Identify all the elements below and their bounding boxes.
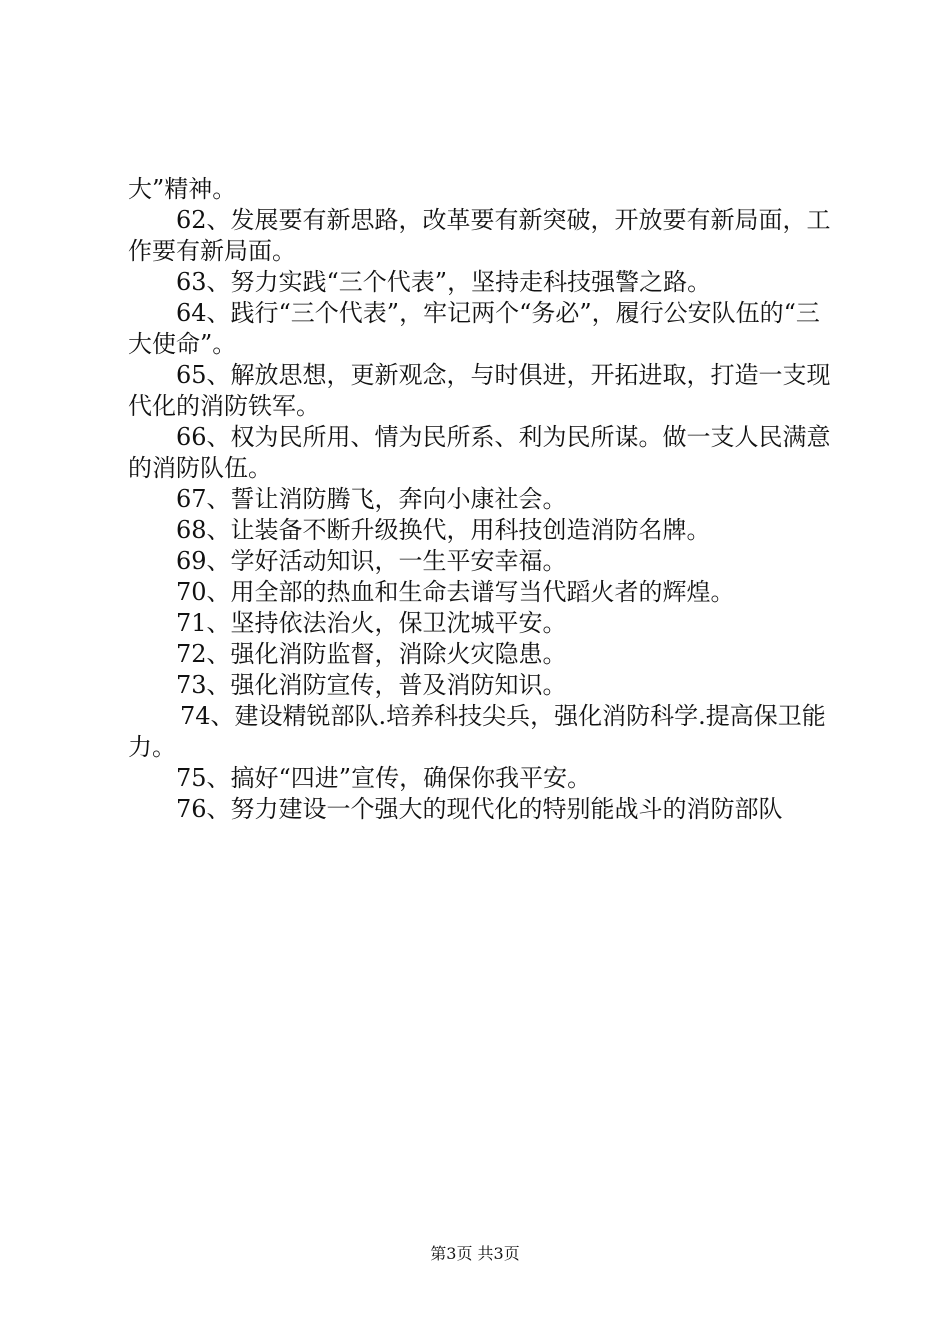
paragraph-64: 64、践行“三个代表”，牢记两个“务必”，履行公安队伍的“三大使命”。: [128, 299, 820, 358]
paragraph-62: 62、发展要有新思路，改革要有新突破，开放要有新局面，工作要有新局面。: [128, 206, 831, 265]
paragraph-74: 74、建设精锐部队.培养科技尖兵，强化消防科学.提高保卫能力。: [128, 702, 826, 761]
paragraph-69: 69、学好活动知识，一生平安幸福。: [176, 547, 567, 575]
page-footer: [0, 1242, 950, 1266]
paragraph-68: 68、让装备不断升级换代，用科技创造消防名牌。: [176, 516, 711, 544]
paragraph-71: 71、坚持依法治火，保卫沈城平安。: [176, 609, 567, 637]
paragraph-67: 67、誓让消防腾飞，奔向小康社会。: [176, 485, 567, 513]
paragraph-75: 75、搞好“四进”宣传，确保你我平安。: [176, 764, 592, 792]
paragraph-70: 70、用全部的热血和生命去谱写当代蹈火者的辉煌。: [176, 578, 735, 606]
paragraph-65: 65、解放思想，更新观念，与时俱进，开拓进取，打造一支现代化的消防铁军。: [128, 361, 831, 420]
paragraph-66: 66、权为民所用、情为民所系、利为民所谋。做一支人民满意的消防队伍。: [128, 423, 831, 482]
paragraph-72: 72、强化消防监督，消除火灾隐患。: [176, 640, 567, 668]
paragraph-63: 63、努力实践“三个代表”，坚持走科技强警之路。: [176, 268, 712, 296]
document-body: [128, 174, 840, 825]
page-number: 第3页 共3页: [430, 1244, 520, 1263]
paragraph-continuation: 大”精神。: [128, 175, 237, 203]
paragraph-73: 73、强化消防宣传，普及消防知识。: [176, 671, 567, 699]
paragraph-76: 76、努力建设一个强大的现代化的特别能战斗的消防部队: [176, 795, 783, 823]
